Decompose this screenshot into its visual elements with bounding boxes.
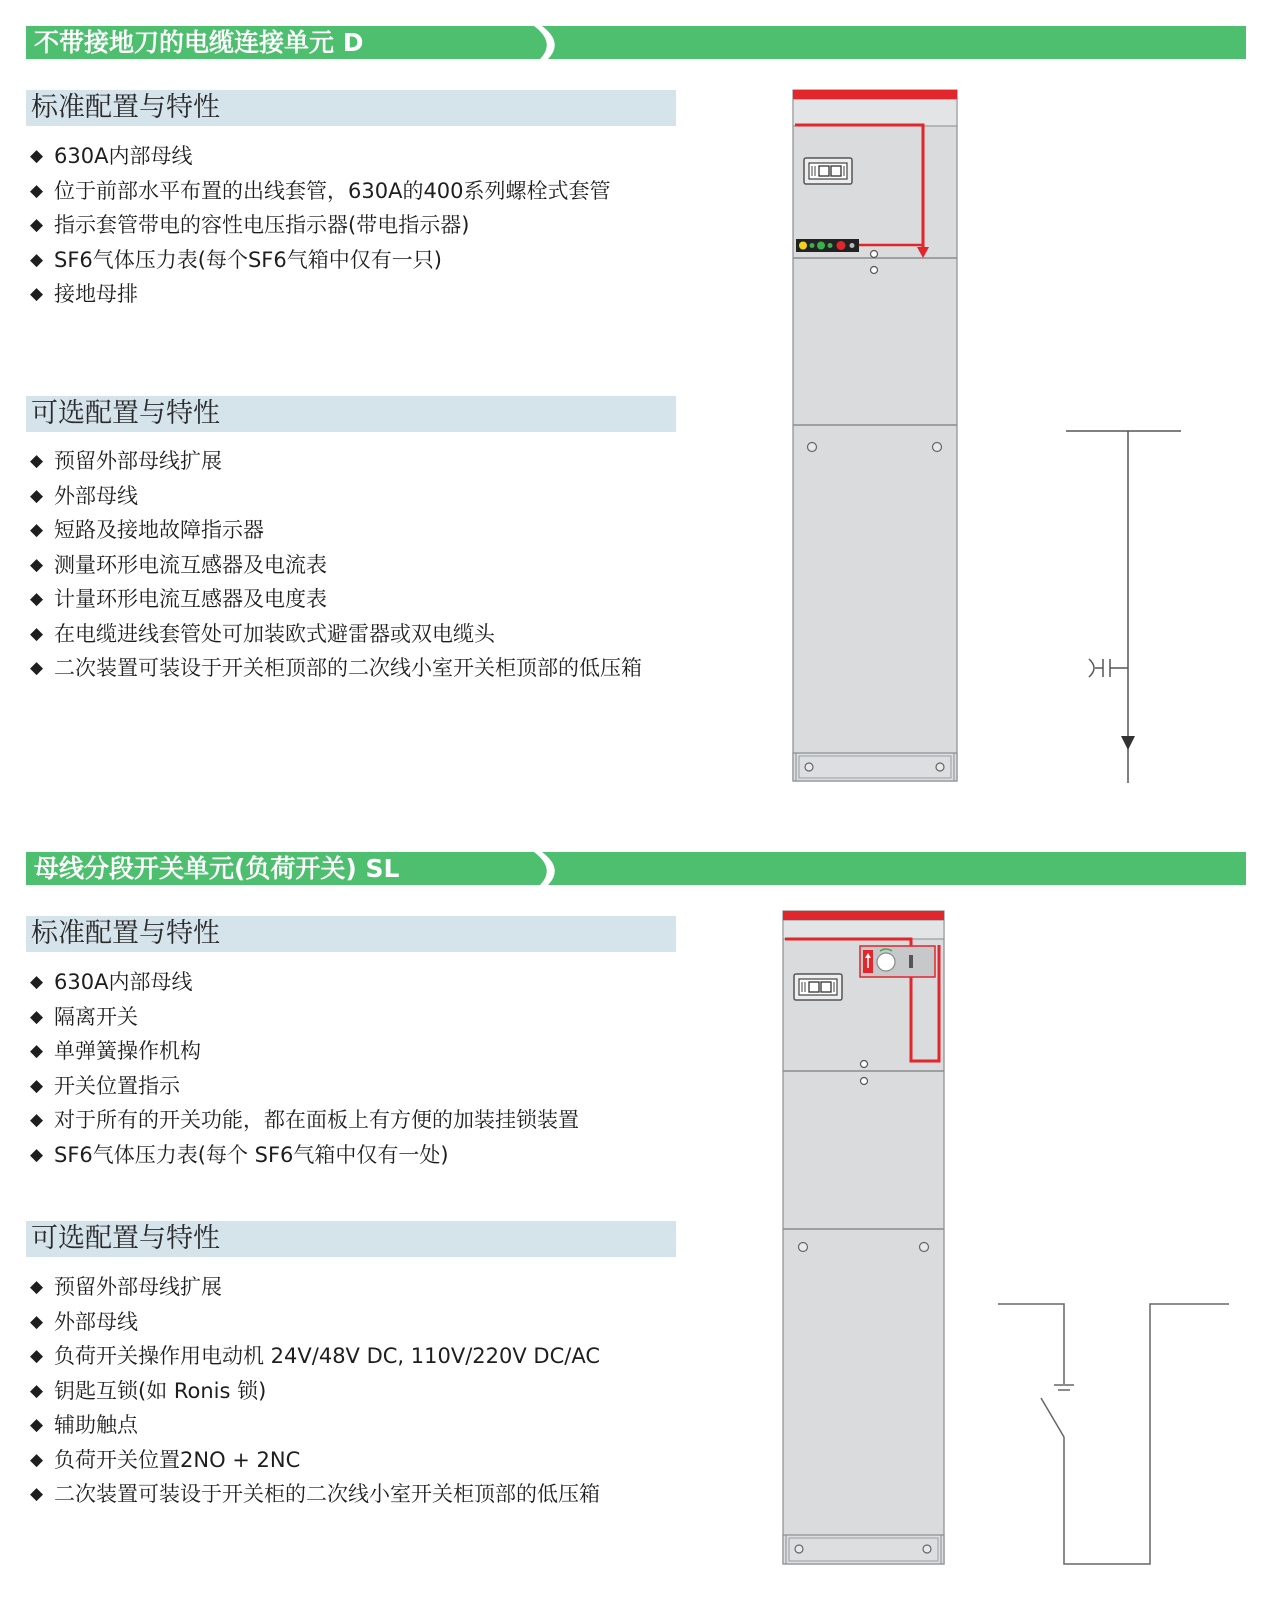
switch-operating-panel	[860, 946, 935, 977]
list-item: ◆二次装置可装设于开关柜的二次线小室开关柜顶部的低压箱	[26, 1477, 600, 1512]
list-item: ◆指示套管带电的容性电压指示器(带电指示器)	[26, 208, 611, 243]
screw-icon	[799, 1243, 808, 1252]
operating-shaft-icon	[877, 953, 895, 971]
list-item: ◆SF6气体压力表(每个 SF6气箱中仅有一处)	[26, 1138, 579, 1173]
diamond-bullet-icon	[30, 243, 54, 278]
diamond-bullet-icon	[30, 513, 54, 548]
diamond-bullet-icon	[30, 208, 54, 243]
list-item: ◆630A内部母线	[26, 139, 611, 174]
cabinet-base	[793, 753, 957, 781]
list-item: ◆二次装置可装设于开关柜顶部的二次线小室开关柜顶部的低压箱	[26, 651, 642, 686]
capacitor-indicator-icon	[1089, 659, 1128, 677]
list-item: ◆开关位置指示	[26, 1069, 579, 1104]
section-title: 不带接地刀的电缆连接单元 D	[34, 28, 364, 57]
optional-features-list	[26, 444, 642, 686]
diamond-bullet-icon	[30, 444, 54, 479]
nameplate-icon	[804, 158, 852, 184]
cabinet-top-red-bar	[783, 911, 944, 920]
list-item: ◆接地母排	[26, 277, 611, 312]
optional-features-list	[26, 1270, 600, 1512]
cabinet-body	[793, 90, 957, 781]
list-item: ◆隔离开关	[26, 1000, 579, 1035]
list-item: ◆负荷开关操作用电动机 24V/48V DC, 110V/220V DC/AC	[26, 1339, 600, 1374]
list-item: ◆计量环形电流互感器及电度表	[26, 582, 642, 617]
screw-icon	[861, 1061, 868, 1068]
cabinet-top-band	[783, 920, 944, 939]
ground-symbol-icon	[1054, 1385, 1074, 1390]
list-item: ◆对于所有的开关功能，都在面板上有方便的加装挂锁装置	[26, 1103, 579, 1138]
single-line-diagram-d	[1066, 431, 1181, 783]
list-item: ◆在电缆进线套管处可加装欧式避雷器或双电缆头	[26, 617, 642, 652]
list-item: ◆单弹簧操作机构	[26, 1034, 579, 1069]
list-item: ◆外部母线	[26, 1305, 600, 1340]
screw-icon	[805, 763, 813, 771]
diamond-bullet-icon	[30, 617, 54, 652]
diamond-bullet-icon	[30, 139, 54, 174]
diamond-bullet-icon	[30, 479, 54, 514]
list-item: ◆SF6气体压力表(每个SF6气箱中仅有一只)	[26, 243, 611, 278]
cable-arrow-icon	[1121, 736, 1135, 750]
list-item: ◆测量环形电流互感器及电流表	[26, 548, 642, 583]
cabinet-base	[783, 1535, 944, 1564]
list-item: ◆外部母线	[26, 479, 642, 514]
cabinet-top-red-bar	[793, 90, 957, 99]
standard-features-heading: 标准配置与特性	[26, 916, 676, 952]
cabinet-sl-drawing	[783, 911, 944, 1564]
screw-icon	[936, 763, 944, 771]
diamond-bullet-icon	[30, 1339, 54, 1374]
diamond-bullet-icon	[30, 1305, 54, 1340]
screw-icon	[923, 1545, 931, 1553]
screw-icon	[861, 1078, 868, 1085]
diamond-bullet-icon	[30, 1443, 54, 1478]
diamond-bullet-icon	[30, 1270, 54, 1305]
list-item: ◆辅助触点	[26, 1408, 600, 1443]
list-item: ◆630A内部母线	[26, 965, 579, 1000]
screw-icon	[933, 443, 942, 452]
screw-icon	[920, 1243, 929, 1252]
diamond-bullet-icon	[30, 582, 54, 617]
switch-blade-icon	[1041, 1398, 1064, 1437]
section-banner-d	[26, 26, 1246, 59]
diamond-bullet-icon	[30, 651, 54, 686]
list-item: ◆预留外部母线扩展	[26, 1270, 600, 1305]
left-busbar-line	[998, 1304, 1064, 1384]
list-item: ◆位于前部水平布置的出线套管，630A的400系列螺栓式套管	[26, 174, 611, 209]
diamond-bullet-icon	[30, 1000, 54, 1035]
diamond-bullet-icon	[30, 1374, 54, 1409]
list-item: ◆负荷开关位置2NO + 2NC	[26, 1443, 600, 1478]
screw-icon	[808, 443, 817, 452]
optional-features-heading: 可选配置与特性	[26, 396, 676, 432]
bus-section-line	[1064, 1304, 1229, 1564]
section-banner-sl	[26, 852, 1246, 885]
list-item: ◆预留外部母线扩展	[26, 444, 642, 479]
diamond-bullet-icon	[30, 1477, 54, 1512]
screw-icon	[871, 267, 878, 274]
diamond-bullet-icon	[30, 174, 54, 209]
diamond-bullet-icon	[30, 1408, 54, 1443]
standard-features-list	[26, 965, 579, 1172]
diamond-bullet-icon	[30, 965, 54, 1000]
cabinet-d-drawing	[793, 90, 957, 781]
single-line-diagram-sl	[998, 1304, 1229, 1564]
screw-icon	[795, 1545, 803, 1553]
list-item: ◆短路及接地故障指示器	[26, 513, 642, 548]
diamond-bullet-icon	[30, 548, 54, 583]
diamond-bullet-icon	[30, 1069, 54, 1104]
diamond-bullet-icon	[30, 1138, 54, 1173]
voltage-indicator-strip	[796, 239, 859, 252]
standard-features-heading: 标准配置与特性	[26, 90, 676, 126]
cabinet-top-band	[793, 99, 957, 126]
section-title: 母线分段开关单元(负荷开关) SL	[34, 854, 400, 883]
list-item: ◆钥匙互锁(如 Ronis 锁)	[26, 1374, 600, 1409]
cabinet-body	[783, 911, 944, 1564]
banner-notch-icon	[532, 852, 566, 885]
diamond-bullet-icon	[30, 1034, 54, 1069]
diamond-bullet-icon	[30, 1103, 54, 1138]
optional-features-heading: 可选配置与特性	[26, 1221, 676, 1257]
screw-icon	[871, 251, 878, 258]
banner-notch-icon	[532, 26, 566, 59]
diamond-bullet-icon	[30, 277, 54, 312]
nameplate-icon	[794, 974, 842, 1000]
standard-features-list	[26, 139, 611, 312]
